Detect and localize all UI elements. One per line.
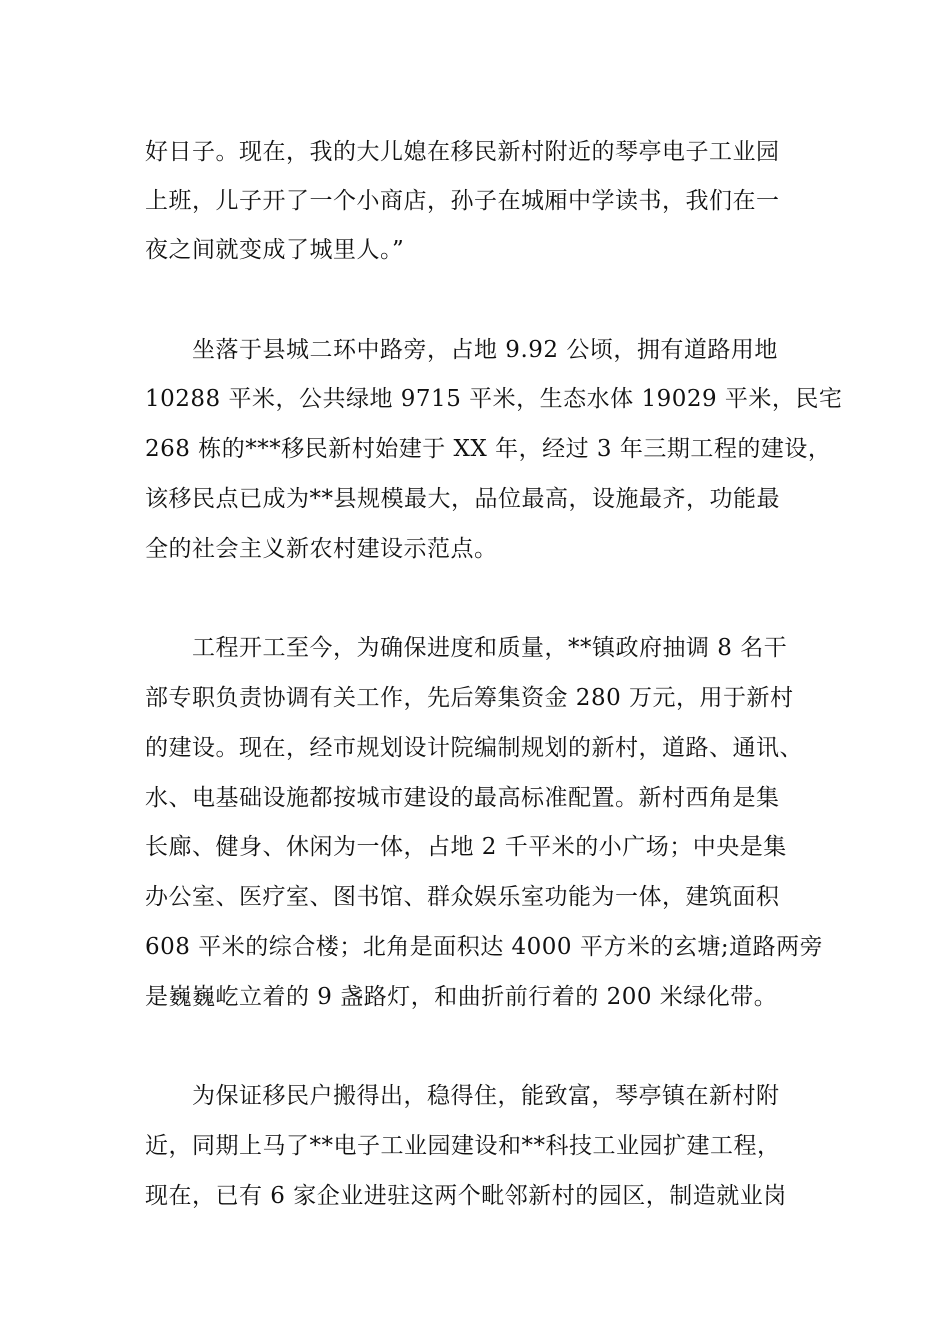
paragraph-4-line-2: 近，同期上马了**电子工业园建设和**科技工业园扩建工程， xyxy=(145,1133,781,1159)
paragraph-2-line-4: 该移民点已成为**县规模最大，品位最高，设施最齐，功能最 xyxy=(145,486,780,512)
paragraph-3-line-7: 608 平米的综合楼；北角是面积达 4000 平方米的玄塘;道路两旁 xyxy=(145,934,824,960)
paragraph-2-line-2: 10288 平米，公共绿地 9715 平米，生态水体 19029 平米，民宅 xyxy=(145,386,843,412)
paragraph-3-line-8: 是巍巍屹立着的 9 盏路灯，和曲折前行着的 200 米绿化带。 xyxy=(145,984,778,1010)
paragraph-3-line-3: 的建设。现在，经市规划设计院编制规划的新村，道路、通讯、 xyxy=(145,735,803,761)
paragraph-3-line-5: 长廊、健身、休闲为一体，占地 2 千平米的小广场；中央是集 xyxy=(145,834,787,860)
paragraph-2-line-3: 268 栋的***移民新村始建于 XX 年，经过 3 年三期工程的建设， xyxy=(145,436,832,462)
paragraph-3-line-2: 部专职负责协调有关工作，先后筹集资金 280 万元，用于新村 xyxy=(145,685,794,711)
paragraph-4-line-1: 为保证移民户搬得出，稳得住，能致富，琴亭镇在新村附 xyxy=(192,1083,780,1109)
paragraph-3-line-6: 办公室、医疗室、图书馆、群众娱乐室功能为一体，建筑面积 xyxy=(145,884,780,910)
paragraph-1-line-1: 好日子。现在，我的大儿媳在移民新村附近的琴亭电子工业园 xyxy=(145,139,780,165)
paragraph-1-line-3: 夜之间就变成了城里人。” xyxy=(145,237,405,263)
paragraph-3-line-4: 水、电基础设施都按城市建设的最高标准配置。新村西角是集 xyxy=(145,785,780,811)
paragraph-2-line-5: 全的社会主义新农村建设示范点。 xyxy=(145,536,498,562)
paragraph-3-line-1: 工程开工至今，为确保进度和质量，**镇政府抽调 8 名干 xyxy=(192,635,788,661)
paragraph-4-line-3: 现在，已有 6 家企业进驻这两个毗邻新村的园区，制造就业岗 xyxy=(145,1183,787,1209)
paragraph-2-line-1: 坐落于县城二环中路旁，占地 9.92 公顷，拥有道路用地 xyxy=(192,337,778,363)
paragraph-1-line-2: 上班，儿子开了一个小商店，孙子在城厢中学读书，我们在一 xyxy=(145,188,780,214)
